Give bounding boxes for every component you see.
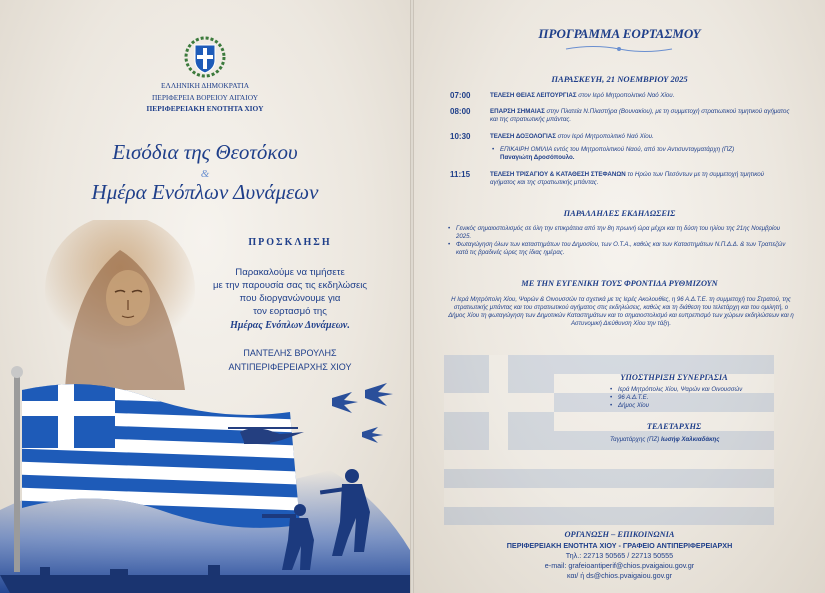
program-date: ΠΑΡΑΣΚΕΥΗ, 21 ΝΟΕΜΒΡΙΟΥ 2025: [551, 74, 688, 84]
organizers-text: Η Ιερά Μητρόπολη Χίου, Ψαρών & Οινουσσών τα σχετικά με τις Ιερές Ακολουθίες, η 96 Α.Δ.Τ.Ε. τη συμμετοχή του Στρατού, της στρατιωτικής μπάντας και του στρατιωτικού αγήματος στις εκδηλώσεις, καθώς και τη διάθεση του τελετάρχη και του ομιλητή, ο Δήμος Χίου τη φωταγώγηση των Δημοτικών Καταστημάτων και το σημαιοστολισμό και ευπρεπισμό των χώρων εκδηλώσεων και η Αστυνομική Διεύθυνση Χίου την τάξη.: [448, 296, 794, 327]
invitation-front-panel: [0, 0, 410, 593]
organization-unit: ΠΕΡΙΦΕΡΕΙΑΚΗ ΕΝΟΤΗΤΑ ΧΙΟΥ - ΓΡΑΦΕΙΟ ΑΝΤΙΠΕΡΙΦΕΡΕΙΑΡΧΗ: [506, 541, 733, 550]
invitation-line-4: τον εορτασμό της: [253, 306, 327, 317]
invitation-line-1: Παρακαλούμε να τιμήσετε: [235, 267, 345, 278]
program-panel: [414, 0, 825, 593]
contact-phone: Τηλ.: 22713 50565 / 22713 50555: [565, 551, 674, 560]
master-of-ceremonies: Ταγματάρχης (ΠΖ) Ιωσήφ Χαλκιαδάκης: [610, 436, 720, 443]
support-heading: ΥΠΟΣΤΗΡΙΞΗ ΣΥΝΕΡΓΑΣΙΑ: [620, 373, 728, 382]
invitation-line-2: με την παρουσία σας τις εκδηλώσεις: [212, 280, 368, 291]
support-list: [610, 386, 810, 410]
event-description: ΤΕΛΕΣΗ ΔΟΞΟΛΟΓΙΑΣ στον Ιερό Μητροπολιτικό Ναό Χίου.: [490, 133, 654, 140]
country-name: ΕΛΛΗΝΙΚΗ ΔΗΜΟΚΡΑΤΙΑ: [160, 81, 250, 90]
event-description: ΤΕΛΕΣΗ ΘΕΙΑΣ ΛΕΙΤΟΥΡΓΙΑΣ στον Ιερό Μητροπολιτικό Ναό Χίου.: [490, 92, 675, 99]
parallel-events-heading: ΠΑΡΑΛΛΗΛΕΣ ΕΚΔΗΛΩΣΕΙΣ: [563, 209, 676, 218]
event-time: 07:00: [450, 91, 471, 100]
master-heading: ΤΕΛΕΤΑΡΧΗΣ: [646, 422, 702, 431]
signer-name: ΠΑΝΤΕΛΗΣ ΒΡΟΥΛΗΣ: [243, 348, 337, 358]
parallel-item: • Φωταγώγηση όλων των καταστημάτων του Δημοσίου, των Ο.Τ.Α., καθώς και των Καταστημάτων Ν.Π.Δ.Δ. & των Τραπεζών κατά τις βραδινές ώρες της ίδιας ημέρας.: [448, 241, 794, 257]
event-description: ΕΠΑΡΣΗ ΣΗΜΑΙΑΣ στην Πλατεία Ν.Πλαστήρα (Βουνακίου), με τη συμμετοχή στρατιωτικού τιμητικού αγήματος και της στρατιωτικής μπάντας.: [490, 108, 790, 123]
invitation-line-3: που διοργανώνουμε για: [239, 293, 341, 304]
signer-title: ΑΝΤΙΠΕΡΙΦΕΡΕΙΑΡΧΗΣ ΧΙΟΥ: [228, 362, 352, 372]
organizers-heading: ΜΕ ΤΗΝ ΕΥΓΕΝΙΚΗ ΤΟΥΣ ΦΡΟΝΤΙΔΑ ΡΥΘΜΙΖΟΥΝ: [521, 279, 718, 288]
parallel-item: • Γενικός σημαιοστολισμός σε όλη την επικράτεια από την 8η πρωινή ώρα μέχρι και τη δύση του ηλίου της 21ης Νοεμβρίου 2025.: [448, 225, 794, 241]
support-item: • Ιερά Μητρόπολις Χίου, Ψαρών και Οινουσσών: [610, 386, 810, 394]
event-title-1: Εισόδια της Θεοτόκου: [112, 140, 298, 164]
contact-email-2[interactable]: και/ ή ds@chios.pvaigaiou.gov.gr: [566, 571, 673, 580]
organization-heading: ΟΡΓΑΝΩΣΗ – ΕΠΙΚΟΙΝΩΝΙΑ: [564, 530, 675, 539]
support-item: • 96 Α.Δ.Τ.Ε.: [610, 394, 810, 402]
speech-note: • ΕΠΙΚΑΙΡΗ ΟΜΙΛΙΑ εντός του Μητροπολιτικού Ναού, από τον Αντισυνταγματάρχη (ΠΖ) Παναγιώτη Δροσόπουλο.: [492, 146, 798, 162]
event-time: 08:00: [450, 107, 471, 116]
greek-emblem-icon: [184, 36, 226, 78]
event-title-2: Ημέρα Ενόπλων Δυνάμεων: [91, 180, 319, 204]
flag-and-soldiers-artwork: [0, 350, 410, 593]
event-time: 11:15: [450, 170, 471, 179]
event-description: ΤΕΛΕΣΗ ΤΡΙΣΑΓΙΟΥ & ΚΑΤΑΘΕΣΗ ΣΤΕΦΑΝΩΝ το Ηρώο των Πεσόντων με τη συμμετοχή τιμητικού αγήματος και της στρατιωτικής μπάντας.: [490, 171, 765, 186]
regional-unit-name: ΠΕΡΙΦΕΡΕΙΑΚΗ ΕΝΟΤΗΤΑ ΧΙΟΥ: [146, 104, 264, 113]
ornament-divider-icon: [564, 44, 674, 54]
program-title: ΠΡΟΓΡΑΜΜΑ ΕΟΡΤΑΣΜΟΥ: [538, 26, 701, 41]
event-time: 10:30: [450, 132, 471, 141]
title-ampersand: &: [200, 168, 210, 180]
parallel-events-list: [448, 225, 794, 257]
support-item: • Δήμος Χίου: [610, 402, 810, 410]
invitation-heading: ΠΡΟΣΚΛΗΣΗ: [248, 237, 332, 248]
contact-email-1[interactable]: e-mail: grafeioantiperif@chios.pvaigaiou.gov.gr: [544, 561, 695, 570]
invitation-emphasis: Ημέρας Ενόπλων Δυνάμεων.: [230, 320, 350, 331]
region-name: ΠΕΡΙΦΕΡΕΙΑ ΒΟΡΕΙΟΥ ΑΙΓΑΙΟΥ: [151, 93, 259, 102]
